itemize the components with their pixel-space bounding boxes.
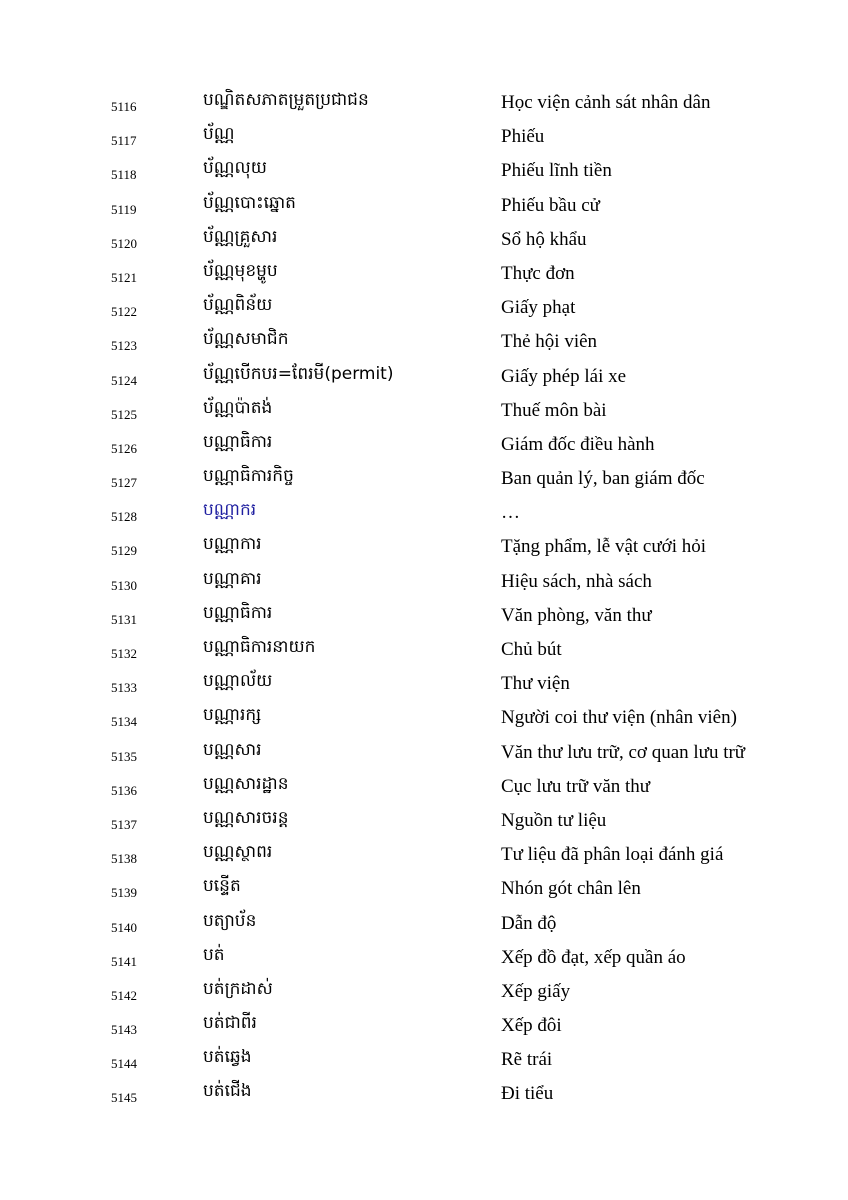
entry-number: 5142 xyxy=(111,987,137,1003)
khmer-term: បត់ xyxy=(203,944,225,965)
khmer-term: ប័ណ្ណមុខម្ហូប xyxy=(203,260,278,281)
khmer-term: បណ្ណាធិការកិច្ច xyxy=(203,466,294,487)
vietnamese-translation: Phiếu xyxy=(501,126,545,148)
entry-row xyxy=(0,1077,848,1111)
vietnamese-translation: Xếp đồ đạt, xếp quần áo xyxy=(501,946,686,968)
vietnamese-translation: Hiệu sách, nhà sách xyxy=(501,570,652,592)
entry-row xyxy=(0,496,848,530)
entry-row xyxy=(0,291,848,325)
entry-number: 5138 xyxy=(111,851,137,867)
vietnamese-translation: Người coi thư viện (nhân viên) xyxy=(501,707,737,729)
entry-number: 5116 xyxy=(111,99,137,114)
entry-row xyxy=(0,394,848,428)
entry-row xyxy=(0,667,848,701)
khmer-term: ប័ណ្ណបើកបរ=ពែរមី(permit) xyxy=(203,363,394,384)
khmer-term: បណ្ណាល័យ xyxy=(203,671,273,692)
vietnamese-translation: Tặng phẩm, lễ vật cưới hỏi xyxy=(501,536,707,558)
khmer-term: បត់ជើង xyxy=(203,1081,252,1102)
entry-row xyxy=(0,1043,848,1077)
entry-row xyxy=(0,325,848,359)
vietnamese-translation: Thực đơn xyxy=(501,262,575,284)
entry-number: 5120 xyxy=(111,235,137,251)
vietnamese-translation: Thẻ hội viên xyxy=(501,331,598,353)
entry-number: 5133 xyxy=(111,680,137,696)
vietnamese-translation: Rẽ trái xyxy=(501,1049,553,1071)
vietnamese-translation: … xyxy=(501,502,520,524)
entry-row xyxy=(0,633,848,667)
khmer-term: បណ្ណសារ xyxy=(203,739,262,760)
khmer-term: បត់ឆ្វេង xyxy=(203,1047,252,1068)
entry-row xyxy=(0,838,848,872)
entry-number: 5121 xyxy=(111,269,137,285)
entry-number: 5131 xyxy=(111,611,137,627)
entry-row xyxy=(0,975,848,1009)
vietnamese-translation: Sổ hộ khẩu xyxy=(501,228,587,250)
entry-row xyxy=(0,530,848,564)
entry-number: 5130 xyxy=(111,577,137,593)
vietnamese-translation: Thuế môn bài xyxy=(501,399,607,421)
entry-row xyxy=(0,736,848,770)
vietnamese-translation: Nhón gót chân lên xyxy=(501,878,641,900)
vietnamese-translation: Phiếu bầu cử xyxy=(501,194,600,216)
entry-list xyxy=(0,86,848,1112)
entry-number: 5139 xyxy=(111,885,137,901)
entry-number: 5118 xyxy=(111,167,137,183)
khmer-term: បន្ទើត xyxy=(203,876,241,897)
khmer-term: បត់ក្រដាស់ xyxy=(203,978,273,999)
entry-number: 5127 xyxy=(111,475,137,491)
vietnamese-translation: Cục lưu trữ văn thư xyxy=(501,775,651,797)
entry-number: 5141 xyxy=(111,953,137,969)
khmer-term: បណ្ណសារដ្ឋាន xyxy=(203,773,289,794)
khmer-term: បណ្ឌិតសភាតម្រួតប្រជាជន xyxy=(203,90,369,110)
entry-row xyxy=(0,941,848,975)
entry-number: 5119 xyxy=(111,201,137,217)
entry-row xyxy=(0,1009,848,1043)
entry-row xyxy=(0,120,848,154)
vietnamese-translation: Đi tiểu xyxy=(501,1083,554,1105)
vietnamese-translation: Giấy phép lái xe xyxy=(501,365,627,387)
vietnamese-translation: Xếp đôi xyxy=(501,1015,562,1037)
entry-row xyxy=(0,360,848,394)
khmer-term: បត្យាប័ន xyxy=(203,910,257,931)
entry-number: 5128 xyxy=(111,509,137,525)
vietnamese-translation: Xếp giấy xyxy=(501,980,571,1002)
entry-number: 5122 xyxy=(111,304,137,320)
entry-number: 5140 xyxy=(111,919,137,935)
khmer-term: បត់ជាពីរ xyxy=(203,1013,257,1034)
khmer-term: បណ្ណាធិការ xyxy=(203,602,273,623)
entry-row xyxy=(0,701,848,735)
entry-number: 5135 xyxy=(111,748,137,764)
khmer-term: បណ្ណាគារ xyxy=(203,568,262,589)
entry-number: 5143 xyxy=(111,1022,137,1038)
khmer-term: ប័ណ្ណលុយ xyxy=(203,158,267,179)
vietnamese-translation: Văn thư lưu trữ, cơ quan lưu trữ xyxy=(501,741,746,763)
vietnamese-translation: Chủ bút xyxy=(501,639,562,660)
entry-row xyxy=(0,770,848,804)
entry-number: 5137 xyxy=(111,816,137,832)
vietnamese-translation: Phiếu lĩnh tiền xyxy=(501,160,612,182)
entry-number: 5144 xyxy=(111,1056,137,1072)
entry-number: 5134 xyxy=(111,714,137,730)
vietnamese-translation: Thư viện xyxy=(501,673,570,695)
entry-row xyxy=(0,223,848,257)
entry-row xyxy=(0,154,848,188)
vietnamese-translation: Nguồn tư liệu xyxy=(501,809,607,831)
khmer-term: ប័ណ្ណគ្រួសារ xyxy=(203,226,278,247)
entry-row xyxy=(0,189,848,223)
khmer-term: បណ្ណាករ xyxy=(203,500,257,521)
entry-row xyxy=(0,872,848,906)
vietnamese-translation: Văn phòng, văn thư xyxy=(501,604,652,626)
khmer-term: បណ្ណស្ថាពរ xyxy=(203,842,273,863)
khmer-term: ប័ណ្ណ xyxy=(203,124,235,145)
vietnamese-translation: Giám đốc điều hành xyxy=(501,433,655,455)
khmer-term: បណ្ណាធិការ xyxy=(203,431,273,452)
khmer-term: ប័ណ្ណបោះឆ្នោត xyxy=(203,192,296,213)
entry-row xyxy=(0,462,848,496)
khmer-term: បណ្ណសារចរន្ត xyxy=(203,807,289,828)
khmer-term: ប័ណ្ណពិន័យ xyxy=(203,295,273,316)
entry-number: 5129 xyxy=(111,543,137,559)
khmer-term: ប័ណ្ណសមាជិក xyxy=(203,329,289,350)
entry-number: 5125 xyxy=(111,406,137,422)
entry-row xyxy=(0,907,848,941)
entry-row xyxy=(0,565,848,599)
entry-row xyxy=(0,599,848,633)
entry-number: 5145 xyxy=(111,1090,137,1106)
entry-number: 5123 xyxy=(111,338,137,354)
entry-number: 5117 xyxy=(111,133,137,149)
entry-number: 5126 xyxy=(111,440,137,456)
entry-row xyxy=(0,804,848,838)
entry-number: 5124 xyxy=(111,372,137,388)
vietnamese-translation: Giấy phạt xyxy=(501,297,576,319)
vietnamese-translation: Ban quản lý, ban giám đốc xyxy=(501,468,705,490)
khmer-term: បណ្ណាការ xyxy=(203,534,262,555)
entry-number: 5136 xyxy=(111,782,137,798)
entry-row xyxy=(0,86,848,120)
vietnamese-translation: Tư liệu đã phân loại đánh giá xyxy=(501,844,724,866)
khmer-term: បណ្ណាធិការនាយក xyxy=(203,637,316,657)
entry-row xyxy=(0,257,848,291)
entry-row xyxy=(0,428,848,462)
khmer-term: ប័ណ្ណប៉ាតង់ xyxy=(203,397,273,418)
vietnamese-translation: Học viện cảnh sát nhân dân xyxy=(501,92,711,113)
khmer-term: បណ្ណារក្ស xyxy=(203,705,262,726)
entry-number: 5132 xyxy=(111,646,137,661)
vietnamese-translation: Dẫn độ xyxy=(501,912,557,934)
